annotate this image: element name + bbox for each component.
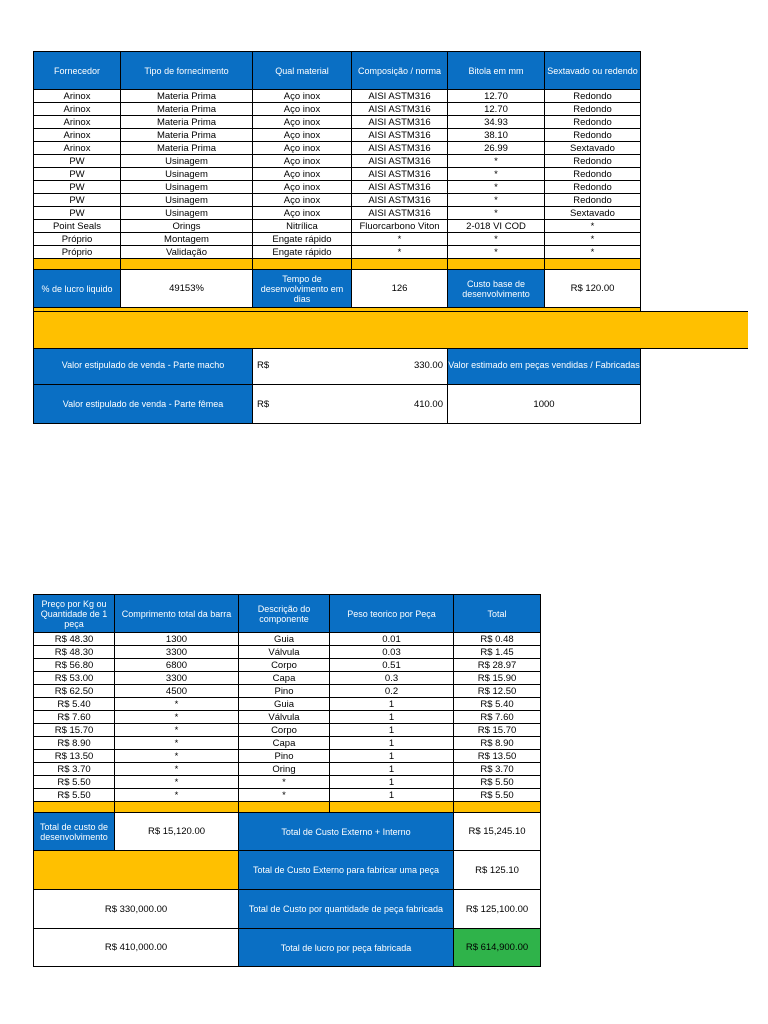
table-cell: 1	[330, 737, 454, 750]
table-cell: Redondo	[545, 181, 641, 194]
table-cell: R$ 48.30	[34, 646, 115, 659]
table-row	[34, 737, 541, 750]
header-composicao: Composição / norma	[352, 52, 448, 90]
table-row	[34, 142, 641, 155]
table-cell: 1	[330, 776, 454, 789]
qtd-value: R$ 125,100.00	[454, 890, 541, 929]
ext-int-value: R$ 15,245.10	[454, 813, 541, 851]
estimado-label: Valor estimado em peças vendidas / Fabricadas	[448, 346, 641, 385]
table-row	[34, 724, 541, 737]
table-cell: R$ 7.60	[34, 711, 115, 724]
qtd-label: Total de Custo por quantidade de peça fabricada	[239, 890, 454, 929]
table-cell: R$ 56.80	[34, 659, 115, 672]
table-row	[34, 698, 541, 711]
spacer-row	[34, 259, 641, 270]
header-preco: Preço por Kg ou Quantidade de 1 peça	[34, 595, 115, 633]
table-cell: Materia Prima	[121, 142, 253, 155]
table-cell: PW	[34, 207, 121, 220]
table-cell: PW	[34, 181, 121, 194]
table-cell: PW	[34, 168, 121, 181]
lucro-label: Total de lucro por peça fabricada	[239, 929, 454, 967]
table-cell: Materia Prima	[121, 129, 253, 142]
table-cell: R$ 5.50	[34, 776, 115, 789]
header-comprimento: Comprimento total da barra	[115, 595, 239, 633]
table-cell: 0.3	[330, 672, 454, 685]
table-row	[34, 646, 541, 659]
table-cell: Materia Prima	[121, 103, 253, 116]
table-cell: AISI ASTM316	[352, 129, 448, 142]
table-cell: *	[115, 711, 239, 724]
table-cell: *	[448, 155, 545, 168]
table-cell: Engate rápido	[253, 233, 352, 246]
table-cell: *	[545, 233, 641, 246]
table-cell: *	[448, 233, 545, 246]
table-cell: Fluorcarbono Viton	[352, 220, 448, 233]
table-cell: AISI ASTM316	[352, 103, 448, 116]
table-cell: R$ 8.90	[34, 737, 115, 750]
table-cell: AISI ASTM316	[352, 116, 448, 129]
venda-femea-label: Valor estipulado de venda - Parte fêmea	[34, 385, 253, 424]
table-cell: Validação	[121, 246, 253, 259]
lucro-liquido-label: % de lucro liquido	[34, 270, 121, 308]
table-cell: Arinox	[34, 129, 121, 142]
table-cell: Pino	[239, 750, 330, 763]
table-cell: R$ 15.70	[34, 724, 115, 737]
table-row	[34, 103, 641, 116]
venda-femea-row	[34, 385, 641, 424]
table-cell: 1	[330, 763, 454, 776]
lucro-liquido-value: 49153%	[121, 270, 253, 308]
table-cell: R$ 5.50	[454, 789, 541, 802]
table-cell: 1	[330, 789, 454, 802]
macho-total: R$ 330,000.00	[34, 890, 239, 929]
table-cell: Redondo	[545, 155, 641, 168]
table-row	[34, 633, 541, 646]
table-cell: Próprio	[34, 246, 121, 259]
custo-dev-row	[34, 813, 541, 851]
table-cell: *	[448, 168, 545, 181]
header-fornecedor: Fornecedor	[34, 52, 121, 90]
table-cell: R$ 15.90	[454, 672, 541, 685]
table-cell: R$ 3.70	[34, 763, 115, 776]
table-cell: AISI ASTM316	[352, 194, 448, 207]
venda-femea-value: R$ 410.00	[253, 385, 448, 424]
table-row	[34, 116, 641, 129]
table-row	[34, 776, 541, 789]
table-cell: R$ 62.50	[34, 685, 115, 698]
table-cell: Aço inox	[253, 90, 352, 103]
table-cell: R$ 5.50	[454, 776, 541, 789]
table-cell: 3300	[115, 646, 239, 659]
table-row	[34, 168, 641, 181]
table-cell: *	[545, 220, 641, 233]
table-cell: R$ 48.30	[34, 633, 115, 646]
supplier-table-body	[34, 90, 641, 259]
table-cell: Guia	[239, 698, 330, 711]
table-cell: *	[352, 233, 448, 246]
custo-base-value: R$ 120.00	[545, 270, 641, 308]
table-cell: *	[115, 750, 239, 763]
table-cell: Aço inox	[253, 142, 352, 155]
ext-peca-row	[34, 851, 541, 890]
table-cell: 0.51	[330, 659, 454, 672]
table-cell: *	[545, 246, 641, 259]
table-cell: PW	[34, 194, 121, 207]
venda-macho-label: Valor estipulado de venda - Parte macho	[34, 346, 253, 385]
table-cell: 1300	[115, 633, 239, 646]
venda-macho-value: R$ 330.00	[253, 346, 448, 385]
table-cell: AISI ASTM316	[352, 168, 448, 181]
yellow-band	[33, 311, 748, 349]
table-row	[34, 90, 641, 103]
table-cell: 1	[330, 750, 454, 763]
lucro-row	[34, 929, 541, 967]
table-cell: *	[115, 763, 239, 776]
table-cell: 0.01	[330, 633, 454, 646]
custo-base-label: Custo base de desenvolvimento	[448, 270, 545, 308]
table-cell: 34.93	[448, 116, 545, 129]
table-cell: *	[448, 181, 545, 194]
table-cell: R$ 0.48	[454, 633, 541, 646]
table-row	[34, 685, 541, 698]
table-cell: Capa	[239, 737, 330, 750]
lucro-value: R$ 614,900.00	[454, 929, 541, 967]
table-cell: *	[448, 207, 545, 220]
table-row	[34, 750, 541, 763]
table-cell: Usinagem	[121, 207, 253, 220]
table-cell: Aço inox	[253, 129, 352, 142]
header-bitola: Bitola em mm	[448, 52, 545, 90]
table-row	[34, 155, 641, 168]
table-cell: Pino	[239, 685, 330, 698]
table-cell: R$ 7.60	[454, 711, 541, 724]
table-cell: Sextavado	[545, 142, 641, 155]
table-cell: *	[115, 737, 239, 750]
header-total: Total	[454, 595, 541, 633]
table-row	[34, 233, 641, 246]
table-cell: AISI ASTM316	[352, 181, 448, 194]
table-cell: 0.2	[330, 685, 454, 698]
table-row	[34, 129, 641, 142]
table-cell: Oring	[239, 763, 330, 776]
ext-int-label: Total de Custo Externo + Interno	[239, 813, 454, 851]
tempo-desenvolvimento-value: 126	[352, 270, 448, 308]
table-cell: Arinox	[34, 116, 121, 129]
table-header-row	[34, 595, 541, 633]
table-cell: 4500	[115, 685, 239, 698]
table-cell: *	[115, 698, 239, 711]
summary-row	[34, 270, 641, 308]
table-cell: Redondo	[545, 168, 641, 181]
table-cell: PW	[34, 155, 121, 168]
table-row	[34, 220, 641, 233]
table-cell: Engate rápido	[253, 246, 352, 259]
table-cell: R$ 12.50	[454, 685, 541, 698]
table-cell: Materia Prima	[121, 116, 253, 129]
table-cell: Materia Prima	[121, 90, 253, 103]
table-cell: Montagem	[121, 233, 253, 246]
estimado-value: 1000	[448, 385, 641, 424]
table-row	[34, 246, 641, 259]
table-cell: R$ 5.40	[454, 698, 541, 711]
table-cell: Aço inox	[253, 181, 352, 194]
table-cell: Aço inox	[253, 207, 352, 220]
table-cell: AISI ASTM316	[352, 90, 448, 103]
spacer-row	[34, 802, 541, 813]
table-cell: R$ 53.00	[34, 672, 115, 685]
table-cell: *	[115, 724, 239, 737]
table-row	[34, 181, 641, 194]
supplier-table	[33, 51, 641, 424]
table-cell: Aço inox	[253, 168, 352, 181]
tempo-desenvolvimento-label: Tempo de desenvolvimento em dias	[253, 270, 352, 308]
table-cell: 12.70	[448, 90, 545, 103]
table-cell: AISI ASTM316	[352, 142, 448, 155]
table-row	[34, 789, 541, 802]
table-cell: Corpo	[239, 724, 330, 737]
table-cell: R$ 5.50	[34, 789, 115, 802]
table-header-row	[34, 52, 641, 90]
table-cell: Aço inox	[253, 116, 352, 129]
table-cell: Capa	[239, 672, 330, 685]
table-cell: Redondo	[545, 129, 641, 142]
table-row	[34, 659, 541, 672]
table-cell: Orings	[121, 220, 253, 233]
header-descricao: Descrição do componente	[239, 595, 330, 633]
table-cell: Guia	[239, 633, 330, 646]
table-cell: Redondo	[545, 90, 641, 103]
table-cell: R$ 5.40	[34, 698, 115, 711]
custo-dev-value: R$ 15,120.00	[115, 813, 239, 851]
table-cell: Válvula	[239, 711, 330, 724]
component-cost-table	[33, 594, 541, 967]
table-cell: Corpo	[239, 659, 330, 672]
table-cell: Usinagem	[121, 194, 253, 207]
table-row	[34, 711, 541, 724]
table-cell: Arinox	[34, 142, 121, 155]
custo-dev-label: Total de custo de desenvolvimento	[34, 813, 115, 851]
table-cell: *	[448, 246, 545, 259]
ext-peca-label: Total de Custo Externo para fabricar uma peça	[239, 851, 454, 890]
table-cell: Aço inox	[253, 155, 352, 168]
table-cell: *	[352, 246, 448, 259]
table-cell: 0.03	[330, 646, 454, 659]
table-cell: R$ 13.50	[454, 750, 541, 763]
ext-peca-value: R$ 125.10	[454, 851, 541, 890]
table-cell: 12.70	[448, 103, 545, 116]
table-cell: Válvula	[239, 646, 330, 659]
table-cell: Nitrílica	[253, 220, 352, 233]
header-qual-material: Qual material	[253, 52, 352, 90]
table-cell: Redondo	[545, 103, 641, 116]
table-cell: 2-018 VI COD	[448, 220, 545, 233]
table-cell: R$ 1.45	[454, 646, 541, 659]
table-cell: Redondo	[545, 116, 641, 129]
header-peso: Peso teorico por Peça	[330, 595, 454, 633]
table-cell: Aço inox	[253, 194, 352, 207]
table-cell: Arinox	[34, 103, 121, 116]
venda-macho-row	[34, 346, 641, 385]
table-cell: 1	[330, 724, 454, 737]
table-row	[34, 672, 541, 685]
table-cell: *	[239, 776, 330, 789]
table-row	[34, 207, 641, 220]
table-cell: 6800	[115, 659, 239, 672]
table-cell: AISI ASTM316	[352, 207, 448, 220]
table-cell: Redondo	[545, 194, 641, 207]
table-row	[34, 194, 641, 207]
table-cell: R$ 8.90	[454, 737, 541, 750]
table-cell: Próprio	[34, 233, 121, 246]
qtd-row	[34, 890, 541, 929]
table-cell: Sextavado	[545, 207, 641, 220]
table-cell: *	[115, 776, 239, 789]
table-cell: Usinagem	[121, 181, 253, 194]
table-cell: 1	[330, 698, 454, 711]
table-cell: Usinagem	[121, 155, 253, 168]
header-tipo-fornecimento: Tipo de fornecimento	[121, 52, 253, 90]
component-table-body	[34, 633, 541, 802]
table-cell: R$ 3.70	[454, 763, 541, 776]
table-cell: 26.99	[448, 142, 545, 155]
table-cell: Point Seals	[34, 220, 121, 233]
table-cell: AISI ASTM316	[352, 155, 448, 168]
table-row	[34, 763, 541, 776]
table-cell: 1	[330, 711, 454, 724]
table-cell: Usinagem	[121, 168, 253, 181]
table-cell: *	[448, 194, 545, 207]
table-cell: R$ 28.97	[454, 659, 541, 672]
femea-total: R$ 410,000.00	[34, 929, 239, 967]
table-cell: R$ 15.70	[454, 724, 541, 737]
table-cell: 38.10	[448, 129, 545, 142]
table-cell: 3300	[115, 672, 239, 685]
table-cell: Aço inox	[253, 103, 352, 116]
table-cell: R$ 13.50	[34, 750, 115, 763]
table-cell: *	[239, 789, 330, 802]
table-cell: *	[115, 789, 239, 802]
header-sextavado: Sextavado ou redendo	[545, 52, 641, 90]
table-cell: Arinox	[34, 90, 121, 103]
